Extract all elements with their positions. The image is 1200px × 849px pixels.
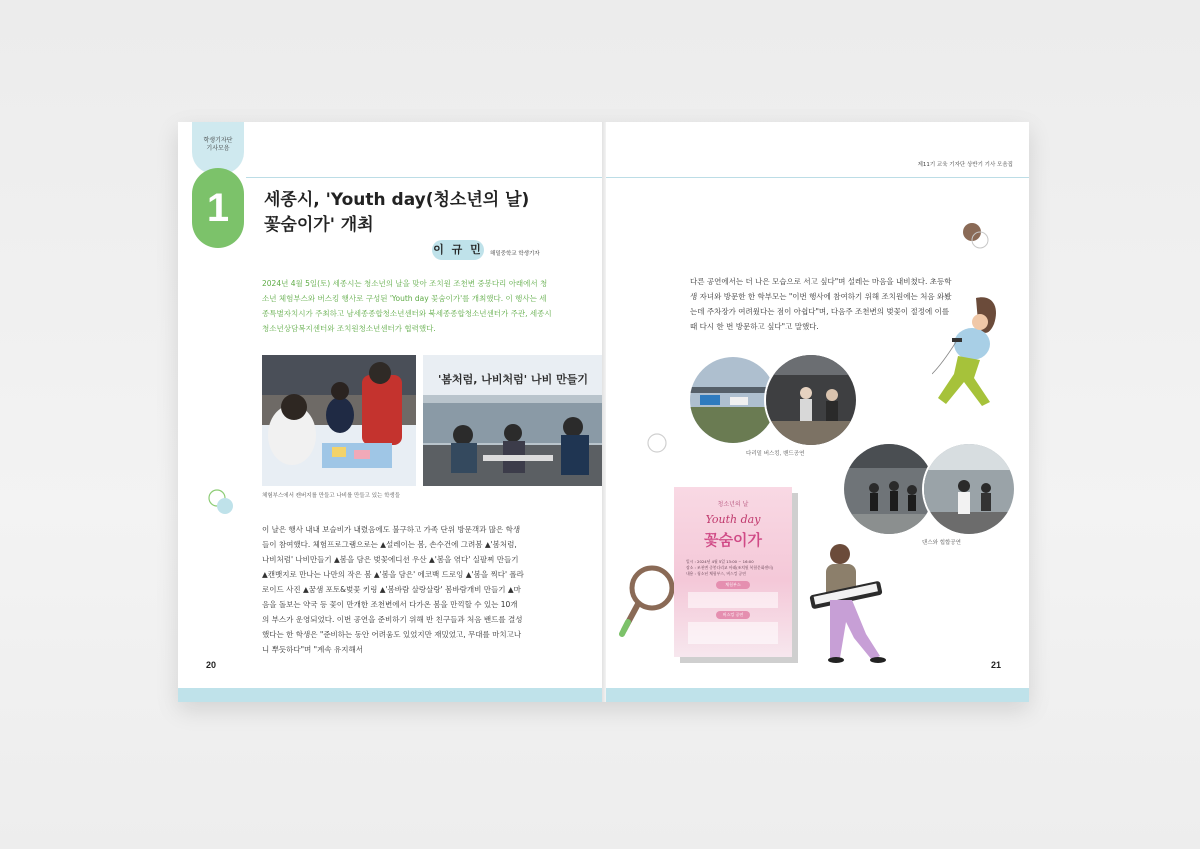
poster-section-booth: 체험부스	[716, 581, 750, 589]
caption-dance: 댄스와 힙합공연	[922, 540, 961, 546]
caption-busking: 다리밑 버스킹, 밴드공연	[746, 451, 805, 457]
photo-craft-booth	[262, 355, 416, 486]
right-page	[606, 122, 1029, 702]
photo-butterfly-booth	[423, 355, 603, 486]
magnifier-illustration-icon	[618, 562, 678, 642]
header-rule	[246, 177, 603, 178]
article-title	[264, 188, 594, 238]
singer-illustration-icon	[932, 294, 1012, 424]
poster-info-line1: 일시 : 2024년 4월 5일 13:00 ~ 16:00	[686, 559, 754, 564]
poster-info	[686, 559, 786, 577]
section-tab	[192, 122, 244, 174]
bottom-band-right	[606, 688, 1029, 702]
poster-info-line3: 내용 : 청소년 체험부스, 버스킹 공연	[686, 571, 746, 576]
poster-section-busking: 버스킹 공연	[716, 611, 750, 619]
decorative-dot-icon	[962, 222, 992, 252]
photo-caption: 체험부스에서 캔버지를 만들고 나비를 만들고 있는 학생들	[262, 493, 401, 499]
decorative-ring-icon	[646, 432, 668, 454]
photo-hiphop-circle	[922, 442, 1016, 536]
page-number-left: 20	[206, 660, 217, 670]
keyboard-player-illustration-icon	[806, 540, 916, 668]
event-poster	[674, 487, 792, 657]
left-page	[178, 122, 603, 702]
body-paragraph: 이 날은 행사 내내 보슬비가 내렸음에도 불구하고 가족 단위 방문객과 많은 학생들이 참여했다. 체험프로그램으로는 ▲설레이는 봄, 손수건에 그려봄 ▲'봄처럼, 나비처럼' 나비만들기 ▲봄을 담은 벚꽃에디션 우산 ▲'봄을 엮다' 실팔찌 만들기 ▲캔뱃지로 만나는 나만의 작은 봄 ▲'봄을 담은' 에코백 드로잉 ▲'봄을 찍다' 폴라로이드 사진 ▲꿈샘 포토&벚꽃 키링 ▲'봄바람 살랑살랑' 봄바람개비 만들기 ▲마음을 돌보는 약국 등 꽃이 만개한 조천변에서 다가온 봄을 만끽할 수 있는 10개의 부스가 운영되었다. 이번 공연을 준비하기 위해 반 친구들과 처음 밴드를 결성했다는 한 학생은 "준비하는 동안 어려움도 있었지만 재밌었고, 무대를 마치고나니 뿌듯하다"며 "계속 유지해서	[262, 525, 524, 654]
article-number-badge: 1	[192, 168, 244, 248]
running-head: 제11기 교육 기자단 상반기 기사 모음집	[917, 162, 1013, 168]
poster-info-line2: 장소 : 조천변 중봉다리교 아래(조치원 복합문화센터)	[686, 565, 774, 570]
page-number-right: 21	[990, 660, 1001, 670]
poster-booth-list	[688, 592, 778, 608]
tab-label-line2: 기사모음	[206, 145, 230, 152]
title-line2: 꽃숨이가' 개최	[264, 215, 374, 235]
lead-paragraph: 2024년 4월 5일(토) 세종시는 청소년의 날을 맞아 조치원 조천변 중봉다리 아래에서 청소년 체험부스와 버스킹 행사로 구성된 'Youth day 꽃숨이가'를 개최했다. 이 행사는 세종특별자치시가 주최하고 남세종종합청소년센터와 북세종종합청소년센터가 주관, 세종시청소년상담복지센터와 조치원청소년센터가 협력했다.	[262, 279, 552, 333]
poster-small-label: 청소년의 날	[717, 501, 749, 508]
bottom-band	[178, 688, 603, 702]
author-badge: 이 규 민	[432, 240, 484, 260]
body-paragraph-right: 다른 공연에서는 더 나은 모습으로 서고 싶다"며 설레는 마음을 내비쳤다. 초등학생 자녀와 방문한 한 학부모는 "이번 행사에 참여하기 위해 조치원에는 처음 와봤는데 주차장가 여려웠다는 점이 아쉽다"며, 다음주 조천변의 벚꽃이 절정에 이를 때 다시 한 번 방문하고 싶다"고 말했다.	[690, 277, 952, 331]
photo-band-circle	[764, 353, 858, 447]
poster-busking-table	[688, 622, 778, 644]
decorative-circles-icon	[204, 488, 238, 518]
tab-label-line1: 학생기자단	[203, 137, 233, 144]
poster-subtitle: 꽃숨이가	[704, 531, 762, 549]
photo-banner-text: '봄처럼, 나비처럼' 나비 만들기	[438, 373, 588, 386]
author-affiliation: 해밀중학교 학생기자	[490, 251, 540, 257]
header-rule-right	[606, 177, 1029, 178]
poster-title: Youth day	[705, 513, 761, 526]
book-spread	[178, 122, 1029, 702]
title-line1: 세종시, 'Youth day(청소년의 날)	[264, 190, 530, 210]
